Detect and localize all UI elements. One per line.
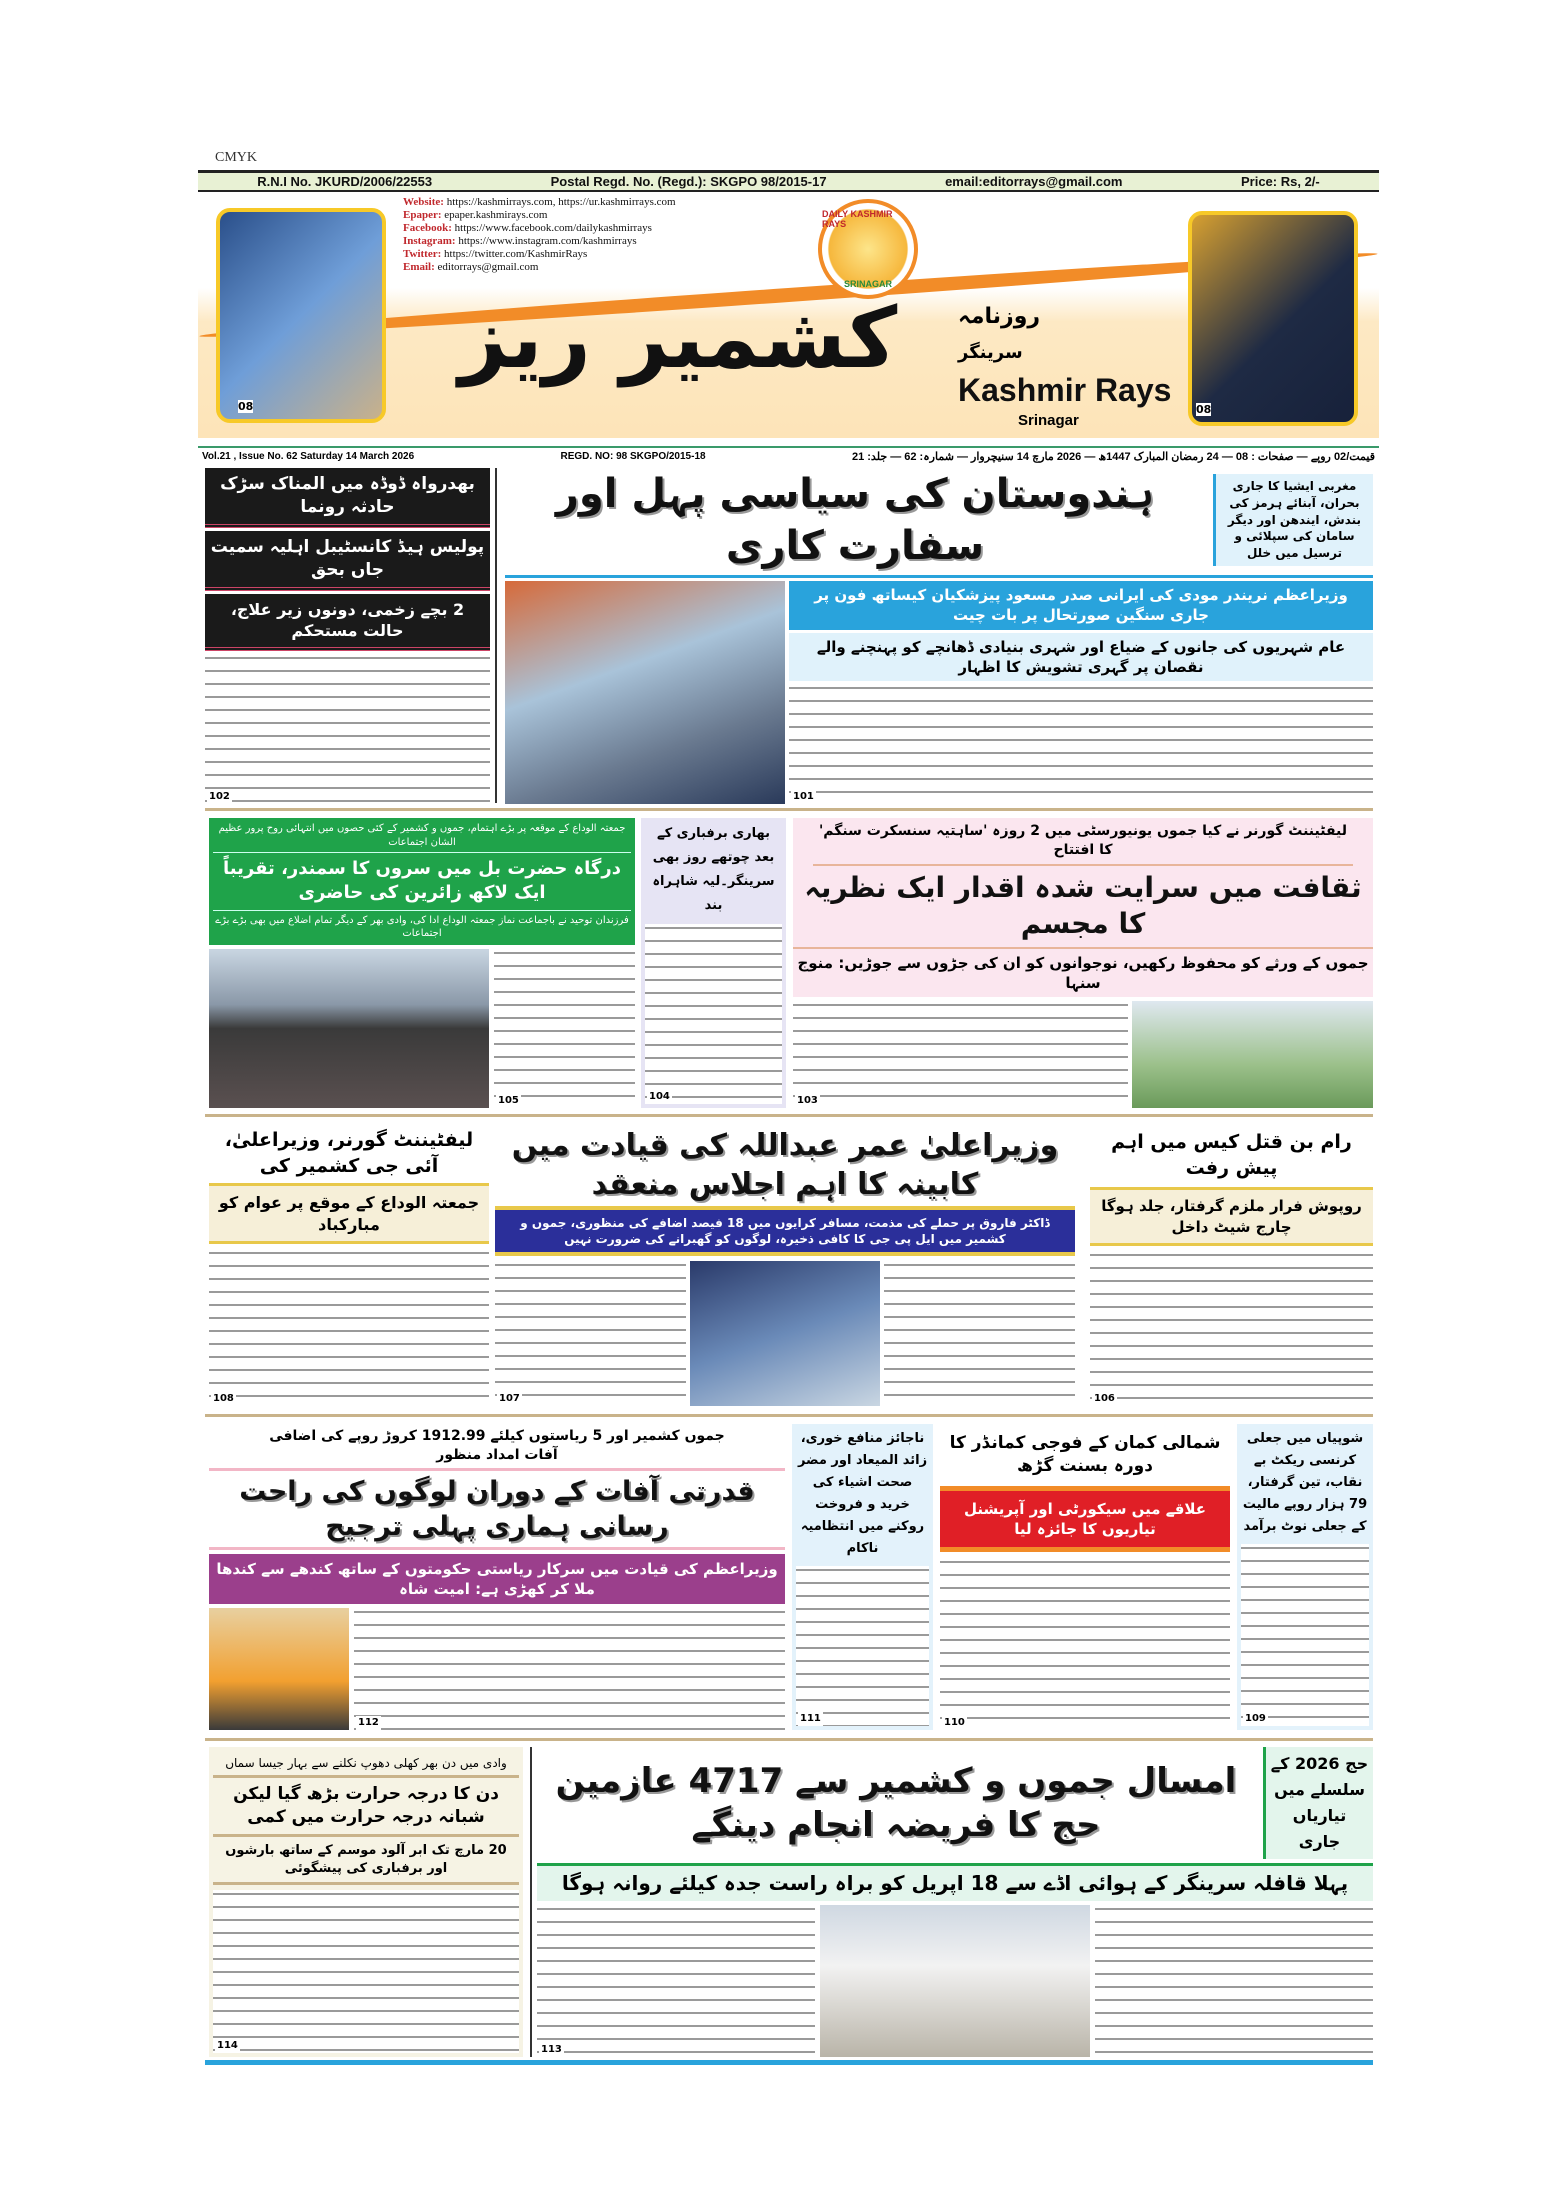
story-subheadline: جمعتہ الوداع کے موقع پر عوام کو مبارکباد — [209, 1183, 489, 1244]
story-subheadline: روپوش فرار ملزم گرفتار، جلد ہوگا چارج شیٹ داخل — [1090, 1187, 1373, 1246]
dateline-regd: REGD. NO: 98 SKGPO/2015-18 — [560, 450, 706, 462]
postal-regd: Postal Regd. No. (Regd.): SKGPO 98/2015-17 — [550, 174, 827, 189]
print-color-mark: CMYK — [215, 150, 258, 165]
urdu-masthead-title: کشمیر ریز — [458, 289, 898, 387]
hazratbal-story-header — [209, 818, 635, 945]
hajj-story — [537, 1747, 1373, 2057]
culture-story — [793, 818, 1373, 1108]
daily-label: روزنامہ — [958, 304, 1041, 329]
article-body-text: 107 — [495, 1261, 686, 1406]
lg-speech-photo — [1132, 1001, 1373, 1108]
story-headline: ثقافت میں سرایت شدہ اقدار ایک نظریہ کا مجسم — [793, 866, 1373, 949]
blue-rule — [505, 575, 1373, 578]
rni-number: R.N.I No. JKURD/2006/22553 — [257, 174, 433, 189]
contact-twitter: Twitter: https://twitter.com/KashmirRays — [403, 248, 588, 260]
lead-sidebar: مغربی ایشیا کا جاری بحران، آبنائے ہرمز کی بندش، ایندھن اور دیگر سامان کی سپلائی و ترسیل میں خلل — [1213, 474, 1373, 566]
section-divider — [205, 1414, 1373, 1417]
bhaderwah-accident-story — [205, 468, 490, 804]
story-headline: قدرتی آفات کے دوران لوگوں کی راحت رسانی ہماری پہلی ترجیح — [209, 1471, 785, 1550]
story-subheadline: فرزندان توحید نے باجماعت نماز جمعتہ الوداع ادا کی، وادی بھر کے دیگر تمام اضلاع میں بھی بڑے بڑے اجتماعات — [215, 914, 629, 940]
hazratbal-story — [209, 818, 635, 1108]
article-body-text: 109 — [1241, 1544, 1369, 1726]
disaster-relief-story — [209, 1424, 785, 1730]
story-kicker: جموں کشمیر اور 5 ریاستوں کیلئے 1912.99 کروڑ روپے کی اضافی آفات امداد منظور — [209, 1424, 785, 1471]
story-subheadline: جموں کے ورثے کو محفوظ رکھیں، نوجوانوں کو ان کی جڑوں سے جوڑیں: منوج سنہا — [797, 953, 1369, 992]
story-subheadline: 20 مارچ تک ابر آلود موسم کے ساتھ بارشوں اور برفباری کی پیشگوئی — [213, 1837, 519, 1885]
right-sports-photo — [1188, 211, 1358, 426]
section-divider — [205, 808, 1373, 811]
story-kicker: وادی میں دن بھر کھلی دھوپ نکلنے سے بہار جیسا سماں — [213, 1751, 519, 1778]
column-divider — [530, 1747, 532, 2057]
article-body-text: 104 — [645, 924, 782, 1104]
article-body-text: 105 — [494, 949, 635, 1108]
story-headline: لیفٹیننٹ گورنر، وزیراعلیٰ، آئی جی کشمیر کی — [224, 1129, 474, 1177]
story-kicker: لیفٹیننٹ گورنر نے کیا جموں یونیورسٹی میں 2 روزہ 'ساہتیہ سنسکرت سنگم' کا افتتاح — [813, 818, 1353, 866]
dateline-english: Vol.21 , Issue No. 62 Saturday 14 March 2026 — [202, 450, 415, 462]
lead-subheadline: عام شہریوں کی جانوں کے ضیاع اور شہری بنیادی ڈھانچے کو پہنچنے والے نقصان پر گہری تشویش کا اظہار — [789, 633, 1373, 682]
contact-facebook: Facebook: https://www.facebook.com/dailykashmirrays — [403, 222, 652, 234]
hazratbal-crowd-photo — [209, 949, 489, 1108]
footer-rule — [205, 2060, 1373, 2065]
english-city: Srinagar — [1018, 412, 1079, 429]
dateline-urdu: قیمت/02 روپے — صفحات : 08 — 24 رمضان المبارک 1447ھ — 2026 مارچ 14 سنیچروار — شمارہ: 62 — جلد: 21 — [851, 450, 1375, 463]
lead-story — [505, 468, 1373, 804]
ramban-murder-story — [1090, 1124, 1373, 1406]
article-body-text: 111 — [796, 1566, 929, 1726]
article-body-text: 112 — [354, 1608, 785, 1730]
lead-banner: وزیراعظم نریندر مودی کی ایرانی صدر مسعود پیزشکیان کیساتھ فون پر جاری سنگین صورتحال پر بات چیت — [789, 581, 1373, 630]
article-body-text: 103 — [793, 1001, 1128, 1108]
article-body-text: 108 — [209, 1249, 489, 1406]
story-subheadline: 2 بچے زخمی، دونوں زیر علاج، حالت مستحکم — [205, 594, 490, 651]
urdu-city: سرینگر — [958, 342, 1023, 363]
section-divider — [205, 1738, 1373, 1741]
photo-page-ref: 08 — [238, 400, 254, 413]
story-headline: شوپیاں میں جعلی کرنسی ریکٹ بے نقاب، تین گرفتار، 79 ہزار روپے مالیت کے جعلی نوٹ برآمد — [1242, 1431, 1368, 1534]
amit-shah-photo — [209, 1608, 349, 1730]
lead-headline: ہندوستان کی سیاسی پہل اور سفارت کاری — [555, 471, 1155, 569]
email-text: email:editorrays@gmail.com — [945, 174, 1123, 189]
culture-story-header — [793, 818, 1373, 997]
dateline — [198, 446, 1379, 464]
profiteering-story — [792, 1424, 933, 1730]
story-headline: شمالی کمان کے فوجی کمانڈر کا دورہ بسنت گڑھ — [949, 1433, 1221, 1476]
article-body-text: 106 — [1090, 1251, 1373, 1406]
registration-bar — [198, 170, 1379, 192]
section-divider — [205, 1114, 1373, 1117]
story-headline: درگاہ حضرت بل میں سروں کا سمندر، تقریباً ایک لاکھ زائرین کی حاضری — [213, 853, 631, 911]
story-headline: رام بن قتل کیس میں اہم پیش رفت — [1111, 1131, 1352, 1179]
photo-page-ref: 08 — [1196, 403, 1212, 416]
contact-list — [403, 196, 676, 274]
story-banner: وزیراعظم کی قیادت میں سرکار ریاستی حکومتوں کے ساتھ کندھے سے کندھا ملا کر کھڑی ہے: امیت شاہ — [209, 1554, 785, 1605]
left-sports-photo — [216, 208, 386, 423]
article-body-text: 102 — [205, 654, 490, 804]
contact-epaper: Epaper: epaper.kashmirays.com — [403, 209, 548, 221]
english-masthead-title: Kashmir Rays — [958, 372, 1172, 408]
story-headline: پولیس ہیڈ کانسٹیبل اہلیہ سمیت جاں بحق — [205, 531, 490, 591]
hajj-subheadline: پہلا قافلہ سرینگر کے ہوائی اڈے سے 18 اپریل کو براہ راست جدہ کیلئے روانہ ہوگا — [537, 1863, 1373, 1901]
fake-currency-story — [1237, 1424, 1373, 1730]
article-body-text: 113 — [537, 1905, 815, 2057]
article-body-text: 101 — [789, 684, 1373, 804]
article-body-text: 110 — [940, 1558, 1230, 1730]
hajj-sidebar: حج 2026 کے سلسلے میں تیاریاں جاری — [1263, 1747, 1373, 1859]
hajj-pilgrims-photo — [820, 1905, 1090, 2057]
story-headline: ناجائز منافع خوری، زائد المیعاد اور مضر صحت اشیاء کی خرید و فروخت روکنے میں انتظامیہ ناکام — [797, 1431, 928, 1556]
contact-website: Website: https://kashmirrays.com, https://ur.kashmirrays.com — [403, 196, 676, 208]
weather-story — [209, 1747, 523, 2057]
contact-instagram: Instagram: https://www.instagram.com/kashmirrays — [403, 235, 637, 247]
omar-abdullah-photo — [690, 1261, 880, 1406]
story-headline: بھاری برفباری کے بعد چوتھے روز بھی سرینگر۔لیہ شاہراہ بند — [652, 826, 775, 913]
newspaper-seal-logo: DAILY KASHMIR RAYS SRINAGAR — [818, 199, 918, 299]
modi-pezeshkian-photo — [505, 581, 785, 804]
column-divider — [495, 468, 497, 803]
story-banner: علاقے میں سیکورٹی اور آپریشنل تیاریوں کا جائزہ لیا — [940, 1486, 1230, 1553]
article-body-text — [884, 1261, 1075, 1406]
army-commander-story — [940, 1424, 1230, 1730]
article-body-text — [1095, 1905, 1373, 2057]
contact-email: Email: editorrays@gmail.com — [403, 261, 539, 273]
story-headline: دن کا درجہ حرارت بڑھ گیا لیکن شبانہ درجہ حرارت میں کمی — [213, 1778, 519, 1837]
highway-closure-story — [641, 818, 786, 1108]
story-headline: وزیراعلیٰ عمر عبداللہ کی قیادت میں کابینہ کا اہم اجلاس منعقد — [511, 1128, 1059, 1202]
cabinet-meeting-story — [495, 1124, 1075, 1406]
story-headline: بھدرواہ ڈوڈہ میں المناک سڑک حادثہ رونما — [205, 468, 490, 528]
hajj-headline: امسال جموں و کشمیر سے 4717 عازمین حج کا فریضہ انجام دینگے — [555, 1760, 1237, 1845]
story-kicker: جمعتہ الوداع کے موقعہ پر بڑے اہتمام، جموں و کشمیر کے کئی حصوں میں انتہائی روح پرور عظیم الشان اجتماعات — [213, 822, 631, 853]
eid-greetings-story — [209, 1124, 489, 1406]
price-text: Price: Rs, 2/- — [1240, 174, 1320, 189]
article-body-text: 114 — [213, 1890, 519, 2053]
masthead — [198, 196, 1379, 438]
story-banner: ڈاکٹر فاروق پر حملے کی مذمت، مسافر کرایوں میں 18 فیصد اضافے کی منظوری، جموں و کشمیر میں ایل پی جی کا کافی ذخیرہ، لوگوں کو گھبرانے کی ضرورت نہیں — [495, 1206, 1075, 1256]
